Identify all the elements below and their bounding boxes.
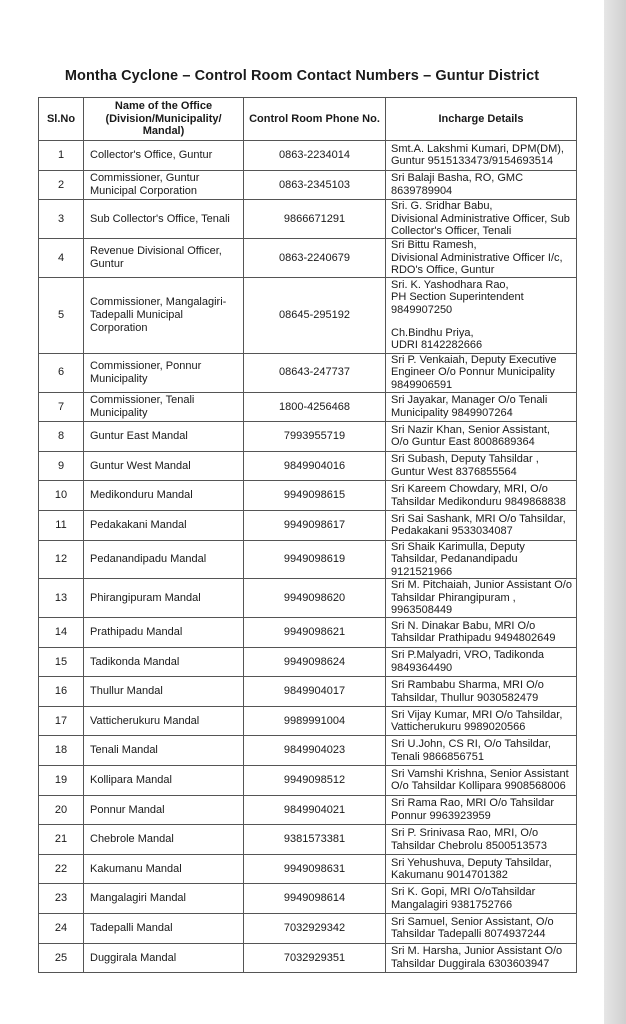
office-name-cell: Collector's Office, Guntur	[84, 141, 244, 171]
office-name-cell: Commissioner, Guntur Municipal Corporation	[84, 170, 244, 200]
incharge-line: Guntur 9515133473/9154693514	[391, 155, 554, 168]
incharge-details-cell	[386, 677, 577, 707]
incharge-details-cell	[386, 579, 577, 618]
incharge-line: Sri Nazir Khan, Senior Assistant,	[391, 423, 550, 436]
header-phone: Control Room Phone No.	[244, 98, 386, 141]
incharge-line: Sri Rama Rao, MRI O/o Tahsildar	[391, 797, 555, 810]
phone-number-cell: 9949098624	[244, 647, 386, 677]
table-row	[39, 422, 577, 452]
phone-number-cell: 9849904023	[244, 736, 386, 766]
table-row	[39, 481, 577, 511]
incharge-line: Sri Vijay Kumar, MRI O/o Tahsildar,	[391, 708, 563, 721]
serial-number-cell: 21	[39, 825, 84, 855]
incharge-line: Engineer O/o Ponnur Municipality	[391, 366, 555, 379]
incharge-line: Mangalagiri 9381752766	[391, 898, 513, 911]
header-incharge: Incharge Details	[386, 98, 577, 141]
office-name-cell: Tadikonda Mandal	[84, 647, 244, 677]
incharge-line: O/o Tahsildar Kollipara 9908568006	[391, 780, 566, 793]
incharge-line: Sri M. Harsha, Junior Assistant O/o	[391, 945, 563, 958]
incharge-line: Sri Samuel, Senior Assistant, O/o	[391, 915, 554, 928]
incharge-line: O/o Guntur East 8008689364	[391, 436, 535, 449]
phone-number-cell: 1800-4256468	[244, 392, 386, 422]
incharge-details-cell	[386, 766, 577, 796]
incharge-line: Divisional Administrative Officer, Sub	[391, 212, 570, 225]
table-row	[39, 277, 577, 353]
incharge-line: Sri Kareem Chowdary, MRI, O/o	[391, 483, 548, 496]
phone-number-cell: 9866671291	[244, 200, 386, 239]
incharge-details-cell	[386, 795, 577, 825]
serial-number-cell: 24	[39, 914, 84, 944]
serial-number-cell: 1	[39, 141, 84, 171]
table-row	[39, 618, 577, 648]
incharge-line: RDO's Office, Guntur	[391, 264, 495, 277]
serial-number-cell: 20	[39, 795, 84, 825]
incharge-line: Ch.Bindhu Priya,	[391, 326, 474, 339]
table-row	[39, 795, 577, 825]
incharge-details-cell	[386, 510, 577, 540]
header-slno: Sl.No	[39, 98, 84, 141]
table-row	[39, 706, 577, 736]
incharge-line: 9121521966	[391, 565, 453, 578]
incharge-details-cell	[386, 736, 577, 766]
incharge-line: Sri Jayakar, Manager O/o Tenali	[391, 394, 548, 407]
phone-number-cell: 9949098615	[244, 481, 386, 511]
table-header-row	[39, 98, 577, 141]
table-row	[39, 451, 577, 481]
incharge-line: 9849364490	[391, 661, 453, 674]
incharge-details-cell	[386, 141, 577, 171]
phone-number-cell: 9849904021	[244, 795, 386, 825]
incharge-line: Sri P. Srinivasa Rao, MRI, O/o	[391, 826, 539, 839]
table-row	[39, 647, 577, 677]
incharge-line: Tahsildar Prathipadu 9494802649	[391, 632, 556, 645]
incharge-line: Pedakakani 9533034087	[391, 525, 513, 538]
table-row	[39, 736, 577, 766]
phone-number-cell: 0863-2234014	[244, 141, 386, 171]
serial-number-cell: 16	[39, 677, 84, 707]
incharge-line: Sri Sai Sashank, MRI O/o Tahsildar,	[391, 512, 566, 525]
incharge-line: Sri Subash, Deputy Tahsildar ,	[391, 453, 539, 466]
serial-number-cell: 18	[39, 736, 84, 766]
office-name-cell: Tenali Mandal	[84, 736, 244, 766]
phone-number-cell: 9949098617	[244, 510, 386, 540]
serial-number-cell: 9	[39, 451, 84, 481]
incharge-details-cell	[386, 914, 577, 944]
incharge-line: Sri K. Gopi, MRI O/oTahsildar	[391, 886, 536, 899]
table-row	[39, 238, 577, 277]
incharge-line: Collector's Officer, Tenali	[391, 225, 512, 238]
phone-number-cell: 9949098631	[244, 854, 386, 884]
table-row	[39, 677, 577, 707]
phone-number-cell: 0863-2345103	[244, 170, 386, 200]
office-name-cell: Duggirala Mandal	[84, 943, 244, 973]
serial-number-cell: 17	[39, 706, 84, 736]
serial-number-cell: 11	[39, 510, 84, 540]
incharge-line: Kakumanu 9014701382	[391, 869, 508, 882]
incharge-details-cell	[386, 884, 577, 914]
phone-number-cell: 9381573381	[244, 825, 386, 855]
office-name-cell: Guntur East Mandal	[84, 422, 244, 452]
table-row	[39, 540, 577, 579]
incharge-line: 9963508449	[391, 604, 453, 617]
page-edge-shadow	[604, 0, 626, 1024]
serial-number-cell: 19	[39, 766, 84, 796]
serial-number-cell: 10	[39, 481, 84, 511]
office-name-cell: Ponnur Mandal	[84, 795, 244, 825]
serial-number-cell: 14	[39, 618, 84, 648]
serial-number-cell: 13	[39, 579, 84, 618]
incharge-line: Sri Balaji Basha, RO, GMC	[391, 172, 524, 185]
incharge-line: Sri Bittu Ramesh,	[391, 238, 477, 251]
serial-number-cell: 3	[39, 200, 84, 239]
serial-number-cell: 4	[39, 238, 84, 277]
incharge-line: Sri Yehushuva, Deputy Tahsildar,	[391, 856, 552, 869]
office-name-cell: Commissioner, Mangalagiri-Tadepalli Municipal Corporation	[84, 277, 244, 353]
incharge-details-cell	[386, 854, 577, 884]
table-row	[39, 141, 577, 171]
phone-number-cell: 9849904016	[244, 451, 386, 481]
office-name-cell: Sub Collector's Office, Tenali	[84, 200, 244, 239]
incharge-line: Sri Vamshi Krishna, Senior Assistant	[391, 767, 569, 780]
serial-number-cell: 23	[39, 884, 84, 914]
incharge-line: Sri P.Malyadri, VRO, Tadikonda	[391, 649, 545, 662]
table-row	[39, 854, 577, 884]
incharge-line: Sri Shaik Karimulla, Deputy	[391, 540, 525, 553]
incharge-line: Tahsildar Medikonduru 9849868838	[391, 495, 566, 508]
office-name-cell: Guntur West Mandal	[84, 451, 244, 481]
incharge-line: 8639789904	[391, 184, 453, 197]
incharge-line: Sri Rambabu Sharma, MRI O/o	[391, 678, 544, 691]
incharge-line: Municipality 9849907264	[391, 406, 513, 419]
office-name-cell: Medikonduru Mandal	[84, 481, 244, 511]
incharge-line: Tahsildar Chebrolu 8500513573	[391, 839, 547, 852]
office-name-cell: Tadepalli Mandal	[84, 914, 244, 944]
serial-number-cell: 22	[39, 854, 84, 884]
incharge-line: Sri P. Venkaiah, Deputy Executive	[391, 353, 557, 366]
incharge-line: Divisional Administrative Officer I/c,	[391, 251, 563, 264]
incharge-details-cell	[386, 170, 577, 200]
serial-number-cell: 12	[39, 540, 84, 579]
phone-number-cell: 9849904017	[244, 677, 386, 707]
incharge-details-cell	[386, 200, 577, 239]
incharge-line: Tahsildar, Pedanandipadu	[391, 553, 518, 566]
serial-number-cell: 7	[39, 392, 84, 422]
phone-number-cell: 9949098614	[244, 884, 386, 914]
incharge-line: Sri U.John, CS RI, O/o Tahsildar,	[391, 738, 551, 751]
table-row	[39, 392, 577, 422]
incharge-details-cell	[386, 392, 577, 422]
incharge-details-cell	[386, 647, 577, 677]
office-name-cell: Pedanandipadu Mandal	[84, 540, 244, 579]
table-row	[39, 884, 577, 914]
office-name-cell: Kollipara Mandal	[84, 766, 244, 796]
office-name-cell: Commissioner, Tenali Municipality	[84, 392, 244, 422]
office-name-cell: Prathipadu Mandal	[84, 618, 244, 648]
office-name-cell: Commissioner, Ponnur Municipality	[84, 353, 244, 392]
office-name-cell: Kakumanu Mandal	[84, 854, 244, 884]
table-row	[39, 766, 577, 796]
phone-number-cell: 9949098620	[244, 579, 386, 618]
line-gap	[391, 317, 572, 327]
document-title: Montha Cyclone – Control Room Contact Numbers – Guntur District	[64, 68, 540, 84]
incharge-details-cell	[386, 825, 577, 855]
serial-number-cell: 25	[39, 943, 84, 973]
incharge-line: 9849907250	[391, 303, 453, 316]
incharge-line: Smt.A. Lakshmi Kumari, DPM(DM),	[391, 142, 564, 155]
incharge-details-cell	[386, 353, 577, 392]
table-row	[39, 353, 577, 392]
office-name-cell: Mangalagiri Mandal	[84, 884, 244, 914]
phone-number-cell: 0863-2240679	[244, 238, 386, 277]
header-office: Name of the Office (Division/Municipality/ Mandal)	[84, 98, 244, 141]
office-name-cell: Pedakakani Mandal	[84, 510, 244, 540]
incharge-line: PH Section Superintendent	[391, 291, 524, 304]
incharge-line: Ponnur 9963923959	[391, 809, 491, 822]
phone-number-cell: 9949098621	[244, 618, 386, 648]
incharge-line: Tahsildar Tadepalli 8074937244	[391, 928, 546, 941]
office-name-cell: Thullur Mandal	[84, 677, 244, 707]
table-row	[39, 200, 577, 239]
phone-number-cell: 9989991004	[244, 706, 386, 736]
incharge-line: Sri N. Dinakar Babu, MRI O/o	[391, 619, 536, 632]
incharge-details-cell	[386, 618, 577, 648]
office-name-cell: Revenue Divisional Officer, Guntur	[84, 238, 244, 277]
office-name-cell: Vatticherukuru Mandal	[84, 706, 244, 736]
incharge-line: Sri M. Pitchaiah, Junior Assistant O/o	[391, 579, 572, 592]
incharge-details-cell	[386, 540, 577, 579]
serial-number-cell: 15	[39, 647, 84, 677]
incharge-details-cell	[386, 451, 577, 481]
contact-table	[38, 97, 577, 973]
office-name-cell: Phirangipuram Mandal	[84, 579, 244, 618]
incharge-line: Guntur West 8376855564	[391, 466, 517, 479]
incharge-line: UDRI 8142282666	[391, 339, 483, 352]
phone-number-cell: 7993955719	[244, 422, 386, 452]
incharge-line: Tahsildar, Thullur 9030582479	[391, 691, 539, 704]
phone-number-cell: 08645-295192	[244, 277, 386, 353]
phone-number-cell: 7032929351	[244, 943, 386, 973]
serial-number-cell: 8	[39, 422, 84, 452]
serial-number-cell: 5	[39, 277, 84, 353]
table-row	[39, 510, 577, 540]
table-row	[39, 943, 577, 973]
incharge-details-cell	[386, 238, 577, 277]
incharge-line: Sri. G. Sridhar Babu,	[391, 200, 493, 213]
phone-number-cell: 08643-247737	[244, 353, 386, 392]
incharge-line: Vatticherukuru 9989020566	[391, 721, 526, 734]
table-row	[39, 170, 577, 200]
incharge-line: 9849906591	[391, 378, 453, 391]
incharge-details-cell	[386, 481, 577, 511]
phone-number-cell: 9949098619	[244, 540, 386, 579]
incharge-line: Tenali 9866856751	[391, 750, 484, 763]
incharge-details-cell	[386, 943, 577, 973]
incharge-details-cell	[386, 422, 577, 452]
incharge-line: Tahsildar Phirangipuram ,	[391, 591, 516, 604]
office-name-cell: Chebrole Mandal	[84, 825, 244, 855]
table-row	[39, 825, 577, 855]
table-body	[39, 141, 577, 973]
incharge-line: Tahsildar Duggirala 6303603947	[391, 957, 550, 970]
serial-number-cell: 2	[39, 170, 84, 200]
incharge-details-cell	[386, 706, 577, 736]
incharge-line: Sri. K. Yashodhara Rao,	[391, 278, 509, 291]
table-row	[39, 579, 577, 618]
incharge-details-cell	[386, 277, 577, 353]
serial-number-cell: 6	[39, 353, 84, 392]
phone-number-cell: 9949098512	[244, 766, 386, 796]
phone-number-cell: 7032929342	[244, 914, 386, 944]
table-row	[39, 914, 577, 944]
